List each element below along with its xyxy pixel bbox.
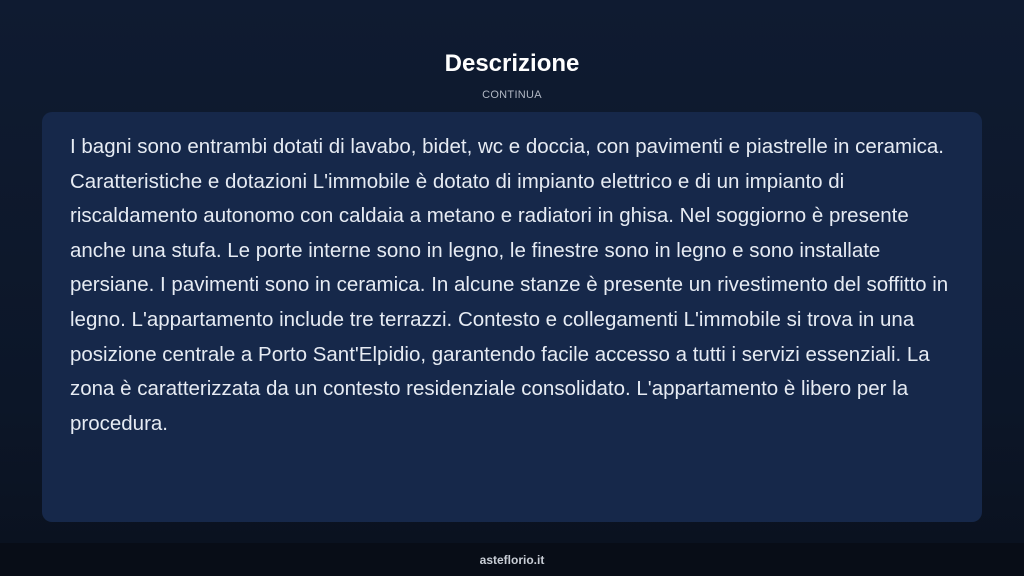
description-text: I bagni sono entrambi dotati di lavabo, bidet, wc e doccia, con pavimenti e piastrelle in ceramica. Caratteristiche e dotazioni L'immobile è dotato di impianto elettrico e di un impianto di riscaldamento autonomo con caldaia a metano e radiatori in ghisa. Nel soggiorno è presente anche una stufa. Le porte interne sono in legno, le finestre sono in legno e sono installate persiane. I pavimenti sono in ceramica. In alcune stanze è presente un rivestimento del soffitto in legno. L'appartamento include tre terrazzi. Contesto e collegamenti L'immobile si trova in una posizione centrale a Porto Sant'Elpidio, garantendo facile accesso a tutti i servizi essenziali. La zona è caratterizzata da un contesto residenziale consolidato. L'appartamento è libero per la procedura. — [70, 135, 949, 435]
footer-bar — [0, 543, 1024, 576]
page-header — [0, 48, 1024, 102]
description-card — [42, 112, 982, 522]
page-subtitle: CONTINUA — [482, 89, 542, 101]
page-title: Descrizione — [444, 50, 580, 77]
footer-brand: asteflorio.it — [479, 552, 545, 567]
